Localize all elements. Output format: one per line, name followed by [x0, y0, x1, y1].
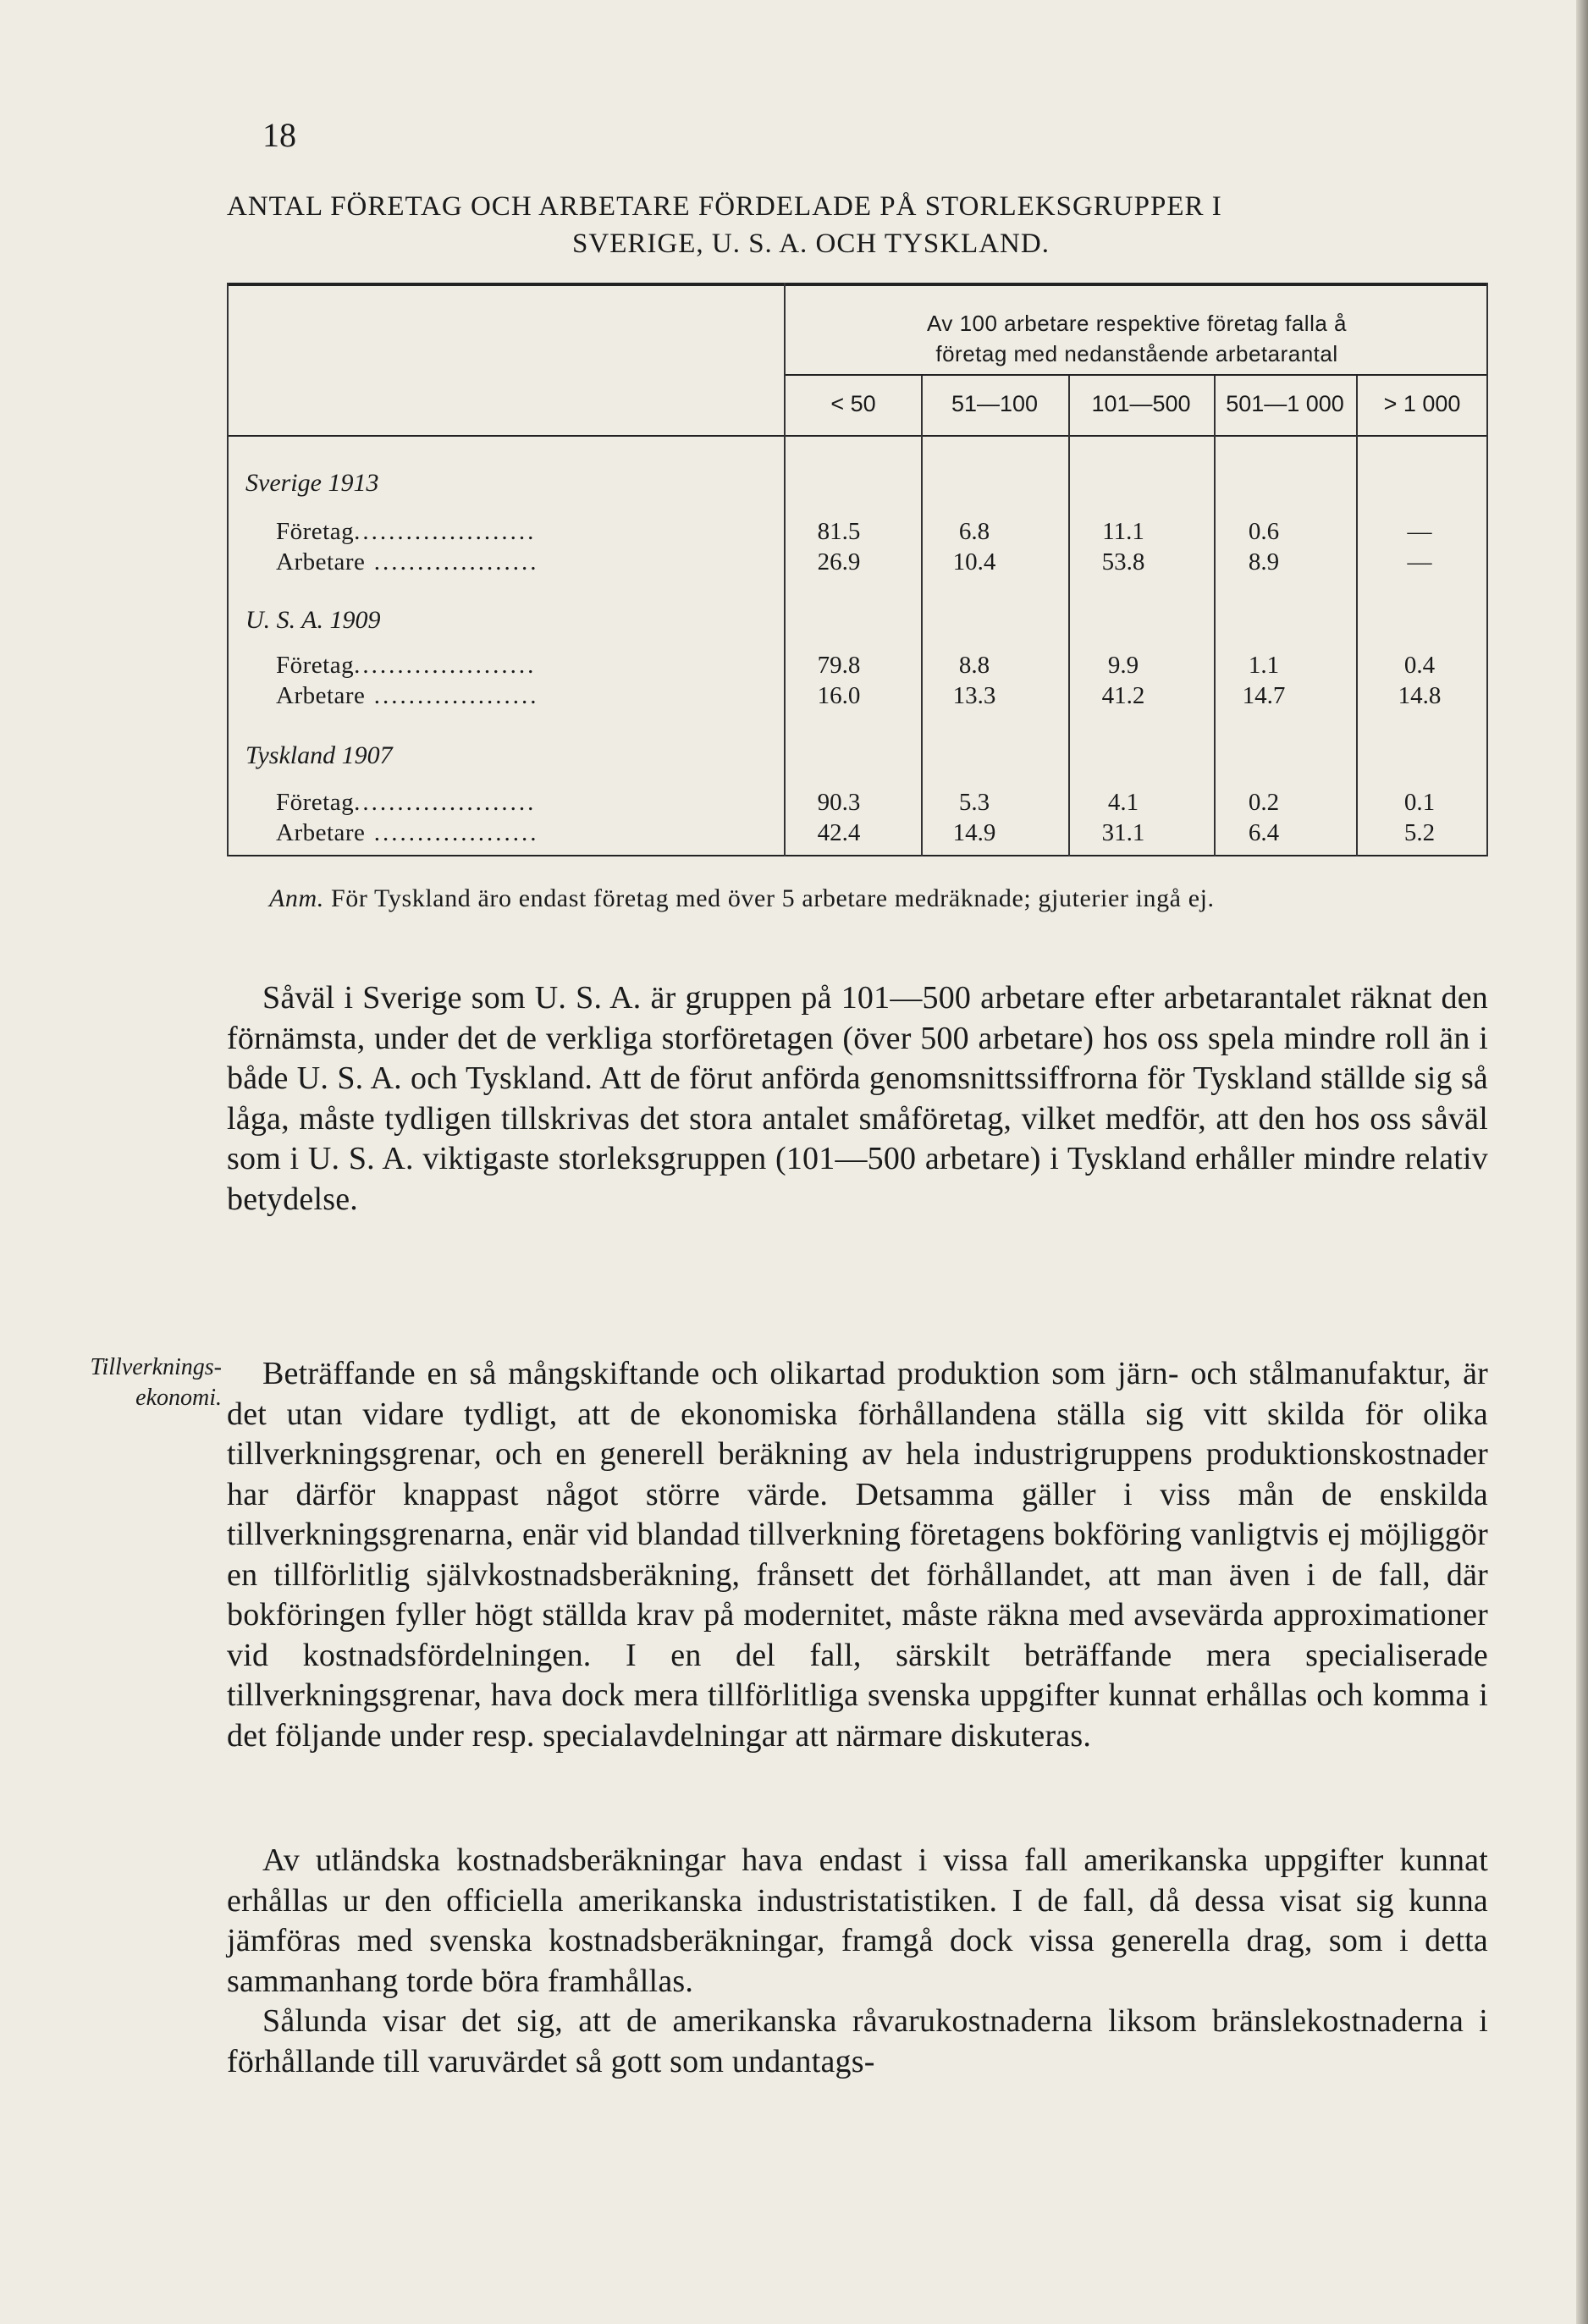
- column-group-header-line-1: Av 100 arbetare respektive företag falla å: [926, 311, 1348, 336]
- table-cell: 14.9: [952, 819, 996, 846]
- row-label-usa-foretag: Företag.....................: [276, 652, 537, 679]
- table-cell: 41.2: [1101, 682, 1145, 709]
- row-label-text: Företag: [276, 789, 355, 816]
- margin-note: Tillverknings-ekonomi.: [90, 1354, 222, 1411]
- table-cell: 1.1: [1248, 652, 1280, 679]
- row-label-tyskland-foretag: Företag.....................: [276, 789, 537, 816]
- table-note: [227, 882, 1488, 916]
- column-group-header: [786, 308, 1488, 369]
- table-bottom-rule: [227, 855, 1488, 856]
- row-label-text: Företag: [276, 518, 355, 545]
- column-header-gt1000: > 1 000: [1383, 391, 1461, 416]
- table-cell: 26.9: [817, 548, 861, 575]
- table-cell: 14.8: [1398, 682, 1442, 709]
- section-title-sverige: Sverige 1913: [245, 469, 379, 497]
- table-cell: 0.6: [1248, 518, 1280, 545]
- row-label-sverige-foretag: Företag.....................: [276, 518, 537, 545]
- section-title-tyskland: Tyskland 1907: [245, 741, 393, 769]
- table-cell: 13.3: [952, 682, 996, 709]
- table-cell: 10.4: [952, 548, 996, 575]
- page-number: 18: [262, 116, 296, 154]
- column-header-101-500: 101—500: [1091, 391, 1191, 416]
- table-cell: 31.1: [1101, 819, 1145, 846]
- page-edge: [1576, 0, 1588, 2324]
- table-title-line-1: ANTAL FÖRETAG OCH ARBETARE FÖRDELADE PÅ STORLEKSGRUPPER I: [227, 191, 1222, 222]
- statistics-table: [227, 283, 1488, 858]
- row-label-text: Arbetare: [276, 682, 366, 709]
- paragraph-3: Av utländska kostnadsberäkningar hava endast i vissa fall amerikanska uppgifter kunnat erhållas ur den officiella amerikanska industristatistiken. I de fall, då dessa visat sig kunna jämföras med svenska kostnadsberäkningar, framgå dock vissa generella drag, som i detta sammanhang torde böra framhållas.: [227, 1842, 1488, 1999]
- table-cell: 0.2: [1248, 789, 1280, 816]
- column-header-lt50: < 50: [830, 391, 876, 416]
- table-note-text: För Tyskland äro endast företag med över 5 arbetare medräknade; gjuterier ingå ej.: [331, 884, 1215, 912]
- row-label-tyskland-arbetare: Arbetare ...................: [276, 819, 539, 846]
- header-subrule: [786, 374, 1488, 376]
- paragraph-2: Beträffande en så mångskiftande och olikartad produktion som järn- och stålmanufaktur, är det utan vidare tydligt, att de ekonomiska förhållandena ställa sig vitt skilda för olika tillverkningsgrenar, och en generell beräkning av hela industrigruppens produktionskostnader har därför knappast något större värde. Detsamma gäller i viss mån de enskilda tillverkningsgrenarna, enär vid blandad tillverkning företagens bokföring vanligtvis ej möjliggör en tillförlitlig självkostnadsberäkning, frånsett det förhållandet, att man även i de fall, där bokföringen fyller högt ställda krav på modernitet, måste räkna med avsevärda approximationer vid kostnadsfördelningen. I en del fall, särskilt beträffande mera specialiserade tillverkningsgrenar, hava dock mera tillförlitliga svenska uppgifter kunnat erhållas och komma i det följande under resp. specialavdelningar att närmare diskuteras.: [227, 1356, 1488, 1754]
- column-rule-4: [1214, 376, 1216, 856]
- header-bottom-rule: [227, 435, 1488, 437]
- column-rule-2: [921, 376, 923, 856]
- row-label-text: Arbetare: [276, 548, 366, 575]
- table-cell: 4.1: [1107, 789, 1139, 816]
- table-title: [227, 188, 1488, 262]
- row-label-sverige-arbetare: Arbetare ...................: [276, 548, 539, 575]
- table-cell: 0.4: [1403, 652, 1436, 679]
- table-cell: 0.1: [1403, 789, 1436, 816]
- table-cell: 14.7: [1242, 682, 1286, 709]
- table-cell: 90.3: [817, 789, 861, 816]
- table-cell: 8.9: [1248, 548, 1280, 575]
- column-rule-left: [227, 283, 229, 856]
- table-cell: 6.8: [958, 518, 990, 545]
- table-cell: 81.5: [817, 518, 861, 545]
- table-cell: —: [1407, 548, 1432, 575]
- table-cell: 6.4: [1248, 819, 1280, 846]
- row-label-text: Företag: [276, 652, 355, 679]
- row-label-usa-arbetare: Arbetare ...................: [276, 682, 539, 709]
- row-label-text: Arbetare: [276, 819, 366, 846]
- table-title-line-2: SVERIGE, U. S. A. OCH TYSKLAND.: [572, 229, 1050, 259]
- table-cell: 11.1: [1102, 518, 1144, 545]
- table-cell: 5.2: [1403, 819, 1436, 846]
- paragraph-1: Såväl i Sverige som U. S. A. är gruppen på 101—500 arbetare efter arbetarantalet räknat den förnämsta, under det de verkliga storföretagen (över 500 arbetare) hos oss spela mindre roll än i både U. S. A. och Tyskland. Att de förut anförda genomsnittssiffrorna för Tyskland ställde sig så låga, måste tydligen tillskrivas det stora antalet småföretag, vilket medför, att den hos oss såväl som i U. S. A. viktigaste storleksgruppen (101—500 arbetare) i Tyskland erhåller mindre relativ betydelse.: [227, 980, 1488, 1217]
- table-cell: 53.8: [1101, 548, 1145, 575]
- table-top-rule: [227, 283, 1488, 286]
- table-cell: 42.4: [817, 819, 861, 846]
- table-cell: 9.9: [1107, 652, 1139, 679]
- table-cell: 5.3: [958, 789, 990, 816]
- section-title-usa: U. S. A. 1909: [245, 606, 381, 634]
- column-rule-3: [1068, 376, 1070, 856]
- column-header-51-100: 51—100: [951, 391, 1039, 416]
- paragraph-4: Sålunda visar det sig, att de amerikanska råvarukostnaderna liksom bränslekostnaderna i förhållande till varuvärdet så gott som undantags-: [227, 2003, 1488, 2079]
- table-cell: 16.0: [817, 682, 861, 709]
- table-note-lead: Anm.: [269, 884, 324, 912]
- column-group-header-line-2: företag med nedanstående arbetarantal: [935, 341, 1338, 366]
- column-rule-5: [1356, 376, 1358, 856]
- table-cell: 8.8: [958, 652, 990, 679]
- table-cell: 79.8: [817, 652, 861, 679]
- column-header-501-1000: 501—1 000: [1226, 391, 1344, 416]
- table-cell: —: [1407, 518, 1432, 545]
